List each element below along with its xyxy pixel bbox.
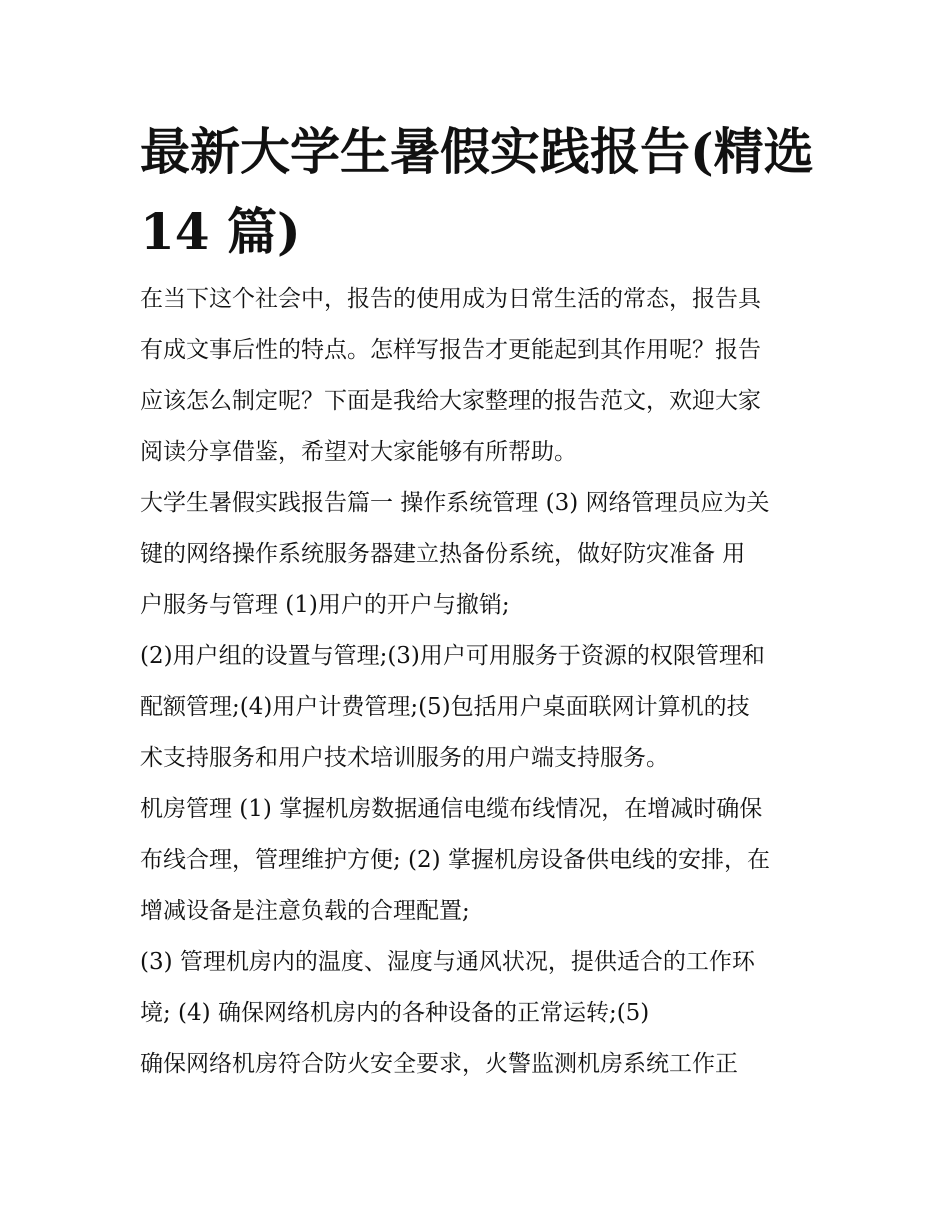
text-line: 确保网络机房符合防火安全要求，火警监测机房系统工作正: [140, 1051, 738, 1077]
text-line: 键的网络操作系统服务器建立热备份系统，做好防灾准备 用: [140, 541, 746, 567]
paragraph-environment: [140, 937, 830, 1039]
paragraph-report-one: [140, 478, 830, 631]
text-line: 应该怎么制定呢？下面是我给大家整理的报告范文，欢迎大家: [140, 388, 761, 414]
text-line: 阅读分享借鉴，希望对大家能够有所帮助。: [140, 439, 577, 465]
text-line: 术支持服务和用户技术培训服务的用户端支持服务。: [140, 745, 669, 771]
text-line: (3) 管理机房内的温度、湿度与通风状况，提供适合的工作环: [140, 949, 755, 975]
paragraph-user-management: [140, 631, 830, 784]
title-line: 14 篇): [140, 202, 301, 261]
text-line: 配额管理;(4)用户计费管理;(5)包括用户桌面联网计算机的技: [140, 694, 750, 720]
text-line: 大学生暑假实践报告篇一 操作系统管理 (3) 网络管理员应为关: [140, 490, 770, 516]
text-line: (2)用户组的设置与管理;(3)用户可用服务于资源的权限管理和: [140, 643, 765, 669]
paragraph-intro: [140, 274, 830, 478]
document-title: [140, 112, 830, 272]
document-body: [140, 274, 830, 1090]
text-line: 境; (4) 确保网络机房内的各种设备的正常运转;(5): [140, 1000, 650, 1026]
title-line: 最新大学生暑假实践报告(精选: [140, 122, 814, 181]
text-line: 有成文事后性的特点。怎样写报告才更能起到其作用呢？报告: [140, 337, 761, 363]
text-line: 在当下这个社会中，报告的使用成为日常生活的常态，报告具: [140, 286, 761, 312]
text-line: 户服务与管理 (1)用户的开户与撤销;: [140, 592, 510, 618]
text-line: 机房管理 (1) 掌握机房数据通信电缆布线情况，在增减时确保: [140, 796, 763, 822]
paragraph-fire-safety: [140, 1039, 830, 1090]
text-line: 增减设备是注意负载的合理配置;: [140, 898, 470, 924]
paragraph-machine-room: [140, 784, 830, 937]
text-line: 布线合理，管理维护方便; (2) 掌握机房设备供电线的安排，在: [140, 847, 770, 873]
